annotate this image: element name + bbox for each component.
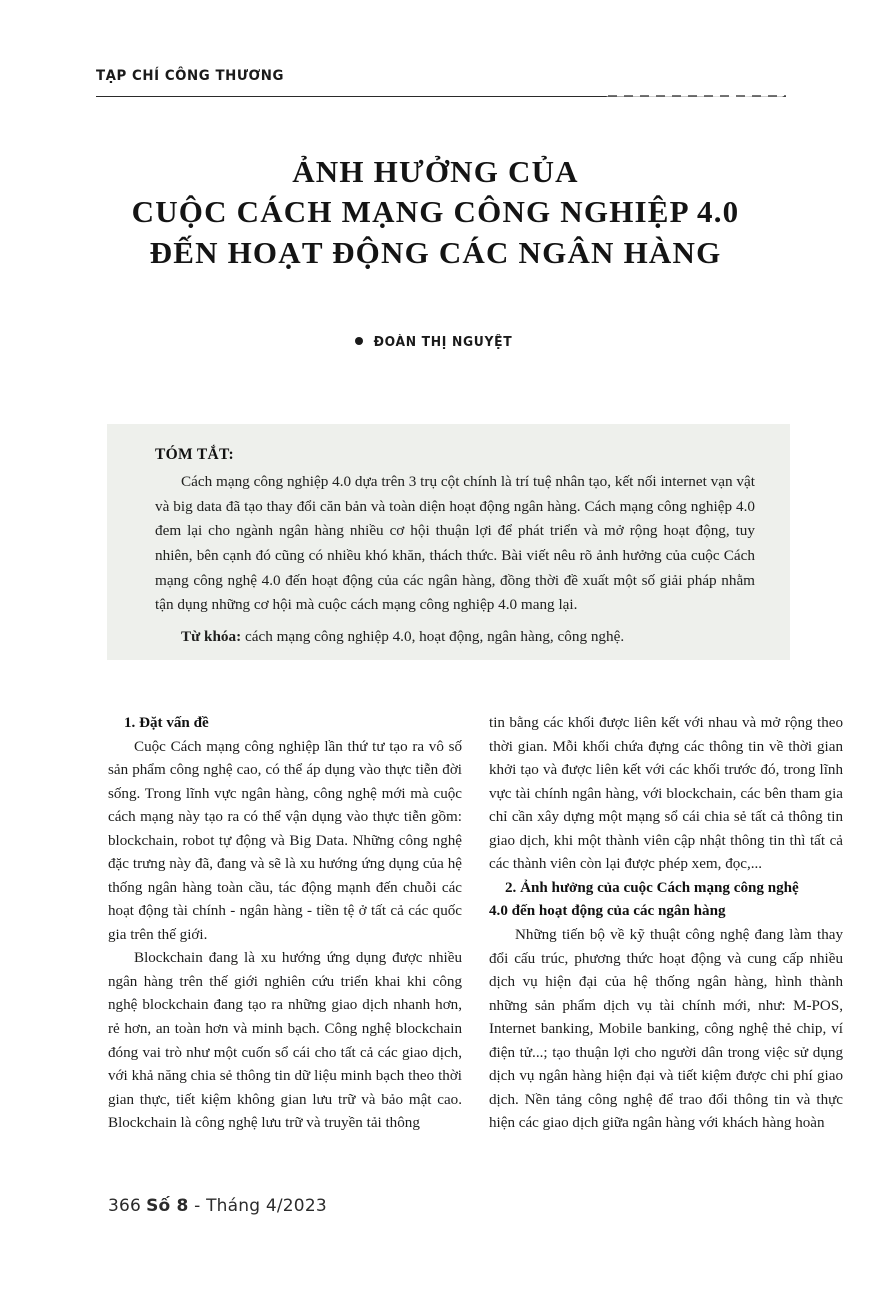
article-title-line-3: ĐẾN HOẠT ĐỘNG CÁC NGÂN HÀNG [149, 234, 722, 270]
article-title-line-2: CUỘC CÁCH MẠNG CÔNG NGHIỆP 4.0 [131, 194, 740, 230]
article-title-line-1: ẢNH HƯỞNG CỦA [292, 154, 579, 189]
page-footer [108, 1196, 327, 1216]
body-column-right [489, 712, 843, 1136]
bullet-dot-icon [355, 337, 363, 345]
journal-title: TẠP CHÍ CÔNG THƯƠNG [96, 68, 284, 84]
footer-month: - Tháng 4/2023 [194, 1196, 327, 1216]
abstract-box [107, 424, 790, 660]
keywords-value: cách mạng công nghiệp 4.0, hoạt động, ngân hàng, công nghệ. [241, 627, 625, 645]
footer-issue: Số 8 [146, 1196, 189, 1216]
masthead-rule-dashed-segment [608, 95, 786, 97]
abstract-content [155, 446, 755, 649]
article-title [60, 152, 811, 273]
author-name: ĐOÀN THỊ NGUYỆT [373, 335, 513, 350]
abstract-heading: TÓM TẮT: [155, 446, 234, 463]
footer-page-number: 366 [108, 1196, 142, 1216]
keywords-label: Từ khóa: [181, 627, 242, 645]
abstract-keywords [155, 625, 755, 650]
section-heading-1: 1. Đặt vấn đề [124, 715, 209, 731]
masthead [96, 68, 786, 106]
author-byline [60, 335, 811, 350]
body-column-left [108, 712, 462, 1136]
paragraph: Blockchain đang là xu hướng ứng dụng được nhiều ngân hàng trên thế giới nghiên cứu triển khai khi công nghệ blockchain đang tạo ra những giao dịch nhanh hơn, rẻ hơn, an toàn hơn và minh bạch. Công nghệ blockchain đóng vai trò như một cuốn sổ cái cho tất cả các giao dịch, với khả năng chia sẻ thông tin dữ liệu minh bạch theo thời gian thực, tiết kiệm không gian lưu trữ và bảo mật cao. Blockchain là công nghệ lưu trữ và truyền tải thông [108, 950, 462, 1132]
abstract-body: Cách mạng công nghiệp 4.0 dựa trên 3 trụ cột chính là trí tuệ nhân tạo, kết nối internet vạn vật và big data đã tạo thay đổi căn bản và toàn diện hoạt động ngân hàng. Cách mạng công nghiệp 4.0 đem lại cho ngành ngân hàng nhiều cơ hội thuận lợi để phát triển và mở rộng hoạt động, tuy nhiên, bên cạnh đó cũng có nhiều khó khăn, thách thức. Bài viết nêu rõ ảnh hưởng của cuộc Cách mạng công nghệ 4.0 đến hoạt động của các ngân hàng, đồng thời đề xuất một số giải pháp nhằm tận dụng những cơ hội mà cuộc cách mạng công nghiệp 4.0 mang lại. [155, 473, 755, 614]
section-heading-2-line-2: 4.0 đến hoạt động của các ngân hàng [489, 903, 726, 920]
paragraph: Những tiến bộ về kỹ thuật công nghệ đang làm thay đổi cấu trúc, phương thức hoạt động và cung cấp nhiều dịch vụ hiện đại của hệ thống ngân hàng, hình thành những sản phẩm dịch vụ tài chính mới, như: M-POS, Internet banking, Mobile banking, công nghệ thẻ chip, ví điện tử...; tạo thuận lợi cho người dân trong việc sử dụng dịch vụ ngân hàng hiện đại và tiết kiệm được chi phí giao dịch. Nền tảng công nghệ để trao đổi thông tin và thực hiện các giao dịch giữa ngân hàng với khách hàng hoàn [489, 927, 843, 1132]
paragraph: tin bằng các khối được liên kết với nhau và mở rộng theo thời gian. Mỗi khối chứa đựng các thông tin về thời gian khởi tạo và được liên kết với các khối trước đó, trong lĩnh vực tài chính ngân hàng, với blockchain, các bên tham gia chỉ cần xây dựng một mạng sổ cái chia sẻ tất cả thông tin giao dịch, khi một thành viên cập nhật thông tin thì tất cả các thành viên còn lại được phép xem, đọc,... [489, 715, 843, 873]
paragraph: Cuộc Cách mạng công nghiệp lần thứ tư tạo ra vô số sản phẩm công nghệ cao, có thể áp dụng vào thực tiễn đời sống. Trong lĩnh vực ngân hàng, công nghệ mới mà cuộc cách mạng này tạo ra có thể vận dụng vào thực tiễn gồm: blockchain, robot tự động và Big Data. Những công nghệ đặc trưng này đã, đang và sẽ là xu hướng ứng dụng của hệ thống ngân hàng toàn cầu, tác động mạnh đến chuỗi các hoạt động tài chính - ngân hàng - tiền tệ ở tất cả các quốc gia trên thế giới. [108, 738, 462, 943]
section-heading-2-line-1: 2. Ảnh hưởng của cuộc Cách mạng công nghệ [505, 879, 799, 896]
